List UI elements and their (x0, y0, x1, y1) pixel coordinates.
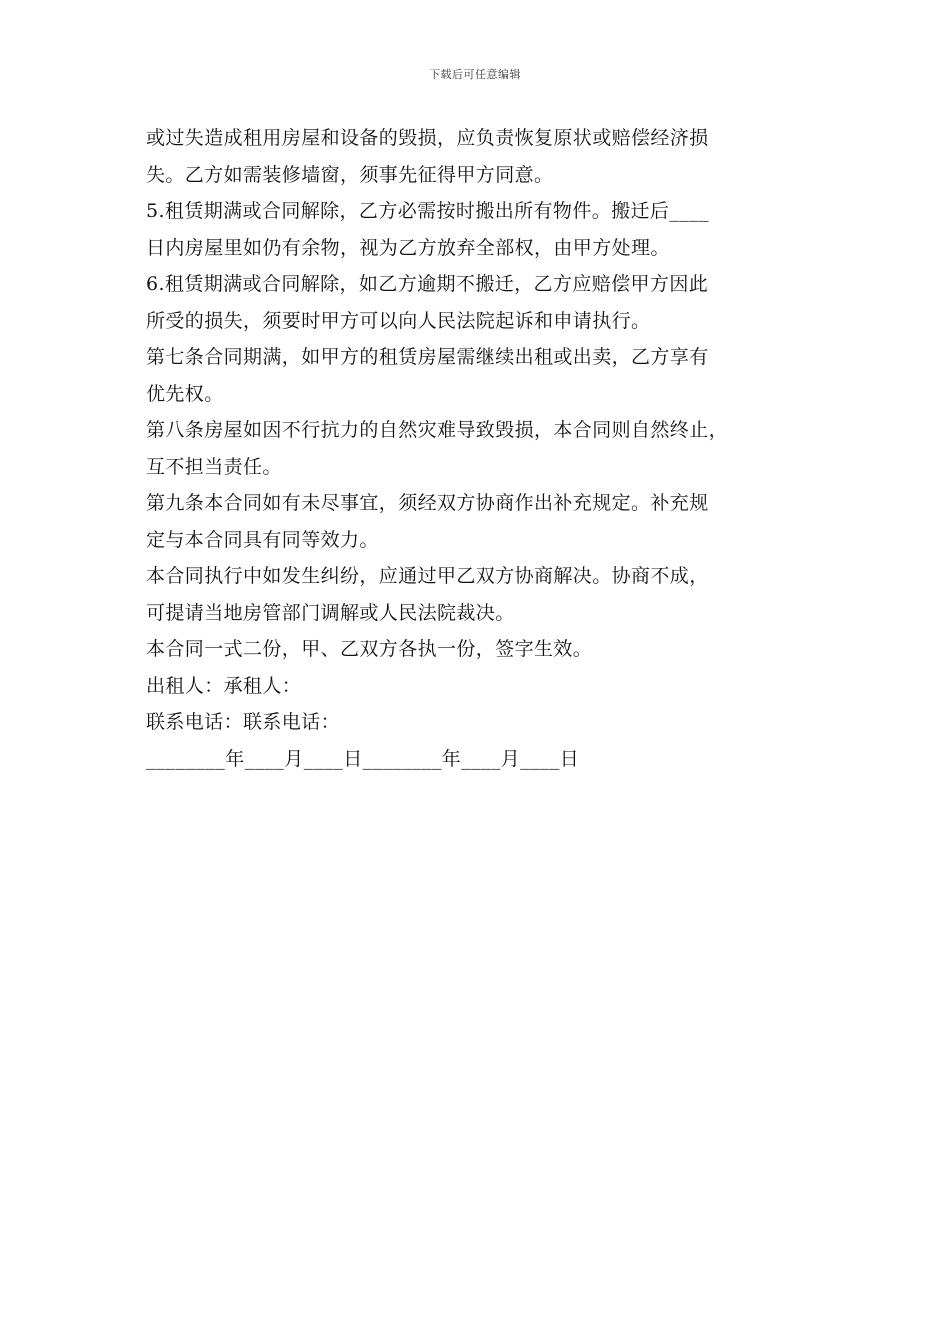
text-line: 优先权。 (146, 382, 224, 405)
text-line: 第八条房屋如因不行抗力的自然灾难导致毁损，本合同则自然终止， (146, 419, 729, 441)
text-line: 日内房屋里如仍有余物，视为乙方放弃全部权，由甲方处理。 (146, 236, 670, 259)
text-line: 互不担当责任。 (146, 455, 282, 478)
text-line: 可提请当地房管部门调解或人民法院裁决。 (146, 601, 515, 624)
text-line: 定与本合同具有同等效力。 (146, 528, 379, 551)
text-line: 本合同一式二份，甲、乙双方各执一份，签字生效。 (146, 638, 593, 660)
text-line: 5.租赁期满或合同解除，乙方必需按时搬出所有物件。搬迁后____ (146, 200, 709, 222)
text-line: 第九条本合同如有未尽事宜，须经双方协商作出补充规定。补充规 (146, 492, 709, 514)
text-line: 本合同执行中如发生纠纷，应通过甲乙双方协商解决。协商不成， (146, 565, 709, 587)
date-line: ________年____月____日________年____月____日 (146, 747, 580, 770)
contact-phone-line: 联系电话：联系电话： (146, 711, 341, 733)
text-line: 失。乙方如需装修墙窗，须事先征得甲方同意。 (146, 163, 554, 186)
signature-parties-line: 出租人：承租人： (146, 674, 302, 697)
text-line: 所受的损失，须要时甲方可以向人民法院起诉和申请执行。 (146, 309, 651, 332)
page-header: 下载后可任意编辑 (429, 68, 521, 81)
text-line: 或过失造成租用房屋和设备的毁损，应负责恢复原状或赔偿经济损 (146, 127, 709, 149)
text-line: 第七条合同期满，如甲方的租赁房屋需继续出租或出卖，乙方享有 (146, 346, 709, 368)
document-body (146, 120, 826, 777)
text-line: 6.租赁期满或合同解除，如乙方逾期不搬迁，乙方应赔偿甲方因此 (146, 273, 709, 295)
